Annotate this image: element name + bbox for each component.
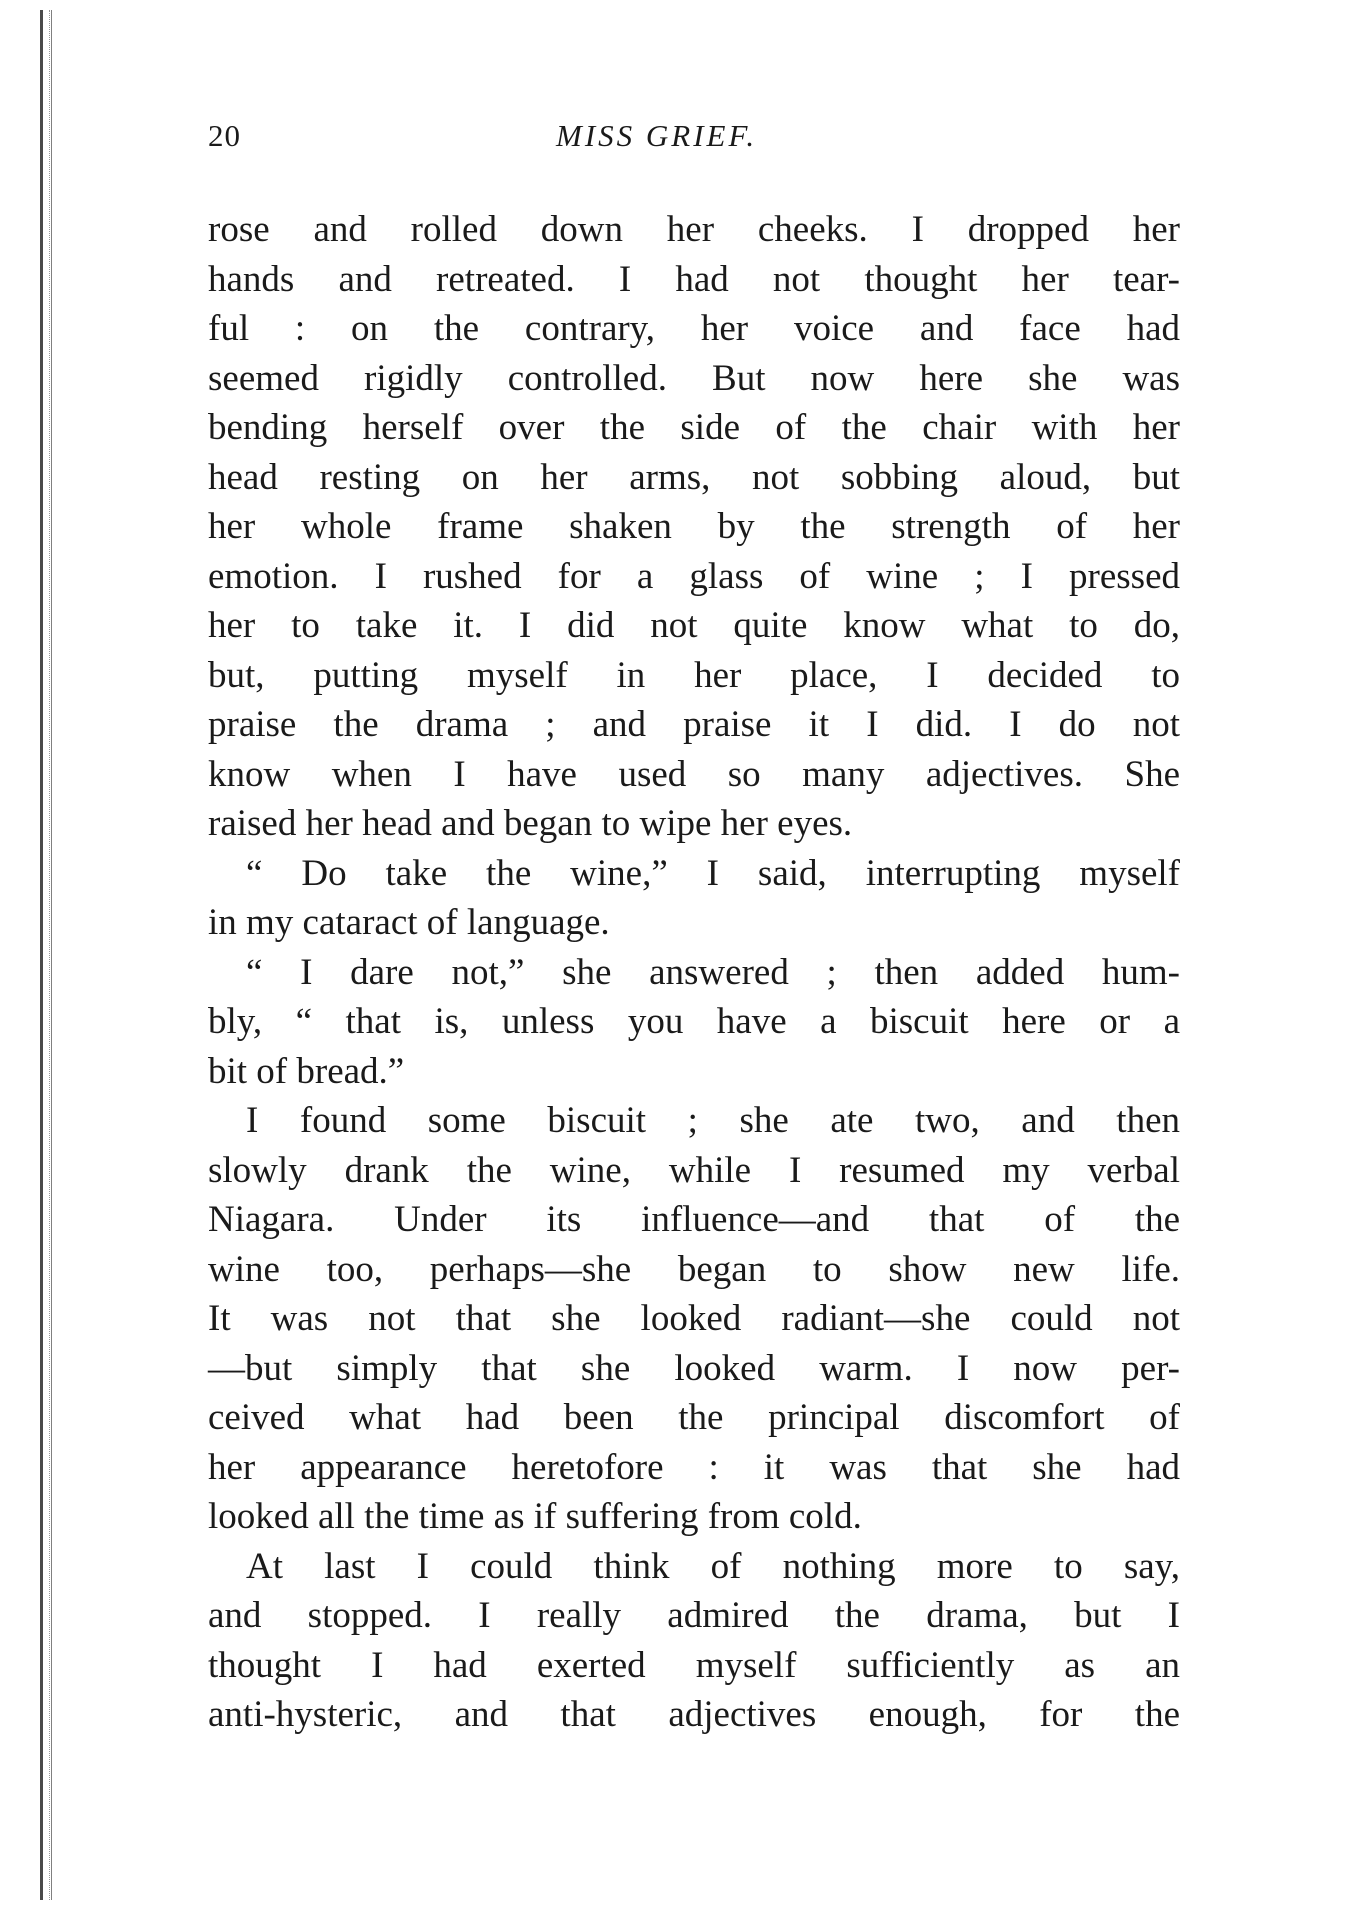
text-line: her whole frame shaken by the strength of her: [208, 506, 1180, 547]
text-line: thought I had exerted myself sufficiently as an: [208, 1644, 1180, 1686]
text-line: and stopped. I really admired the drama, but I: [208, 1595, 1180, 1636]
text-line: “ I dare not,” she answered ; then added hum-: [246, 951, 1180, 993]
text-line: head resting on her arms, not sobbing aloud, but: [208, 456, 1180, 498]
text-line: her appearance heretofore : it was that she had: [208, 1446, 1180, 1488]
text-line: bending herself over the side of the chair with her: [208, 407, 1180, 448]
text-line: anti-hysteric, and that adjectives enough, for the: [208, 1694, 1180, 1735]
text-line: in my cataract of language.: [208, 902, 610, 943]
text-line: but, putting myself in her place, I decided to: [208, 654, 1180, 696]
text-line: slowly drank the wine, while I resumed my verbal: [208, 1149, 1180, 1191]
running-title: MISS GRIEF.: [556, 118, 758, 153]
binding-edge: [40, 10, 52, 1900]
text-line: bly, “ that is, unless you have a biscuit here or a: [208, 1001, 1180, 1042]
text-line: It was not that she looked radiant—she could not: [208, 1298, 1180, 1339]
body-text: [208, 205, 1180, 1740]
text-line: bit of bread.”: [208, 1050, 405, 1092]
text-line: emotion. I rushed for a glass of wine ; I pressed: [208, 555, 1180, 597]
text-line: I found some biscuit ; she ate two, and then: [246, 1100, 1180, 1141]
text-line: praise the drama ; and praise it I did. I do not: [208, 704, 1180, 745]
text-line: Niagara. Under its influence—and that of the: [208, 1199, 1180, 1240]
text-line: hands and retreated. I had not thought her tear-: [208, 258, 1180, 300]
text-line: “ Do take the wine,” I said, interrupting myself: [246, 852, 1180, 894]
running-head: [208, 118, 1178, 158]
text-line: —but simply that she looked warm. I now per-: [208, 1347, 1180, 1389]
text-line: looked all the time as if suffering from cold.: [208, 1496, 862, 1537]
text-line: ceived what had been the principal discomfort of: [208, 1397, 1180, 1438]
text-line: seemed rigidly controlled. But now here she was: [208, 357, 1180, 399]
page-number: 20: [208, 118, 241, 153]
text-line: know when I have used so many adjectives. She: [208, 753, 1180, 795]
text-line: rose and rolled down her cheeks. I dropped her: [208, 209, 1180, 250]
text-line: wine too, perhaps—she began to show new life.: [208, 1248, 1180, 1290]
text-line: raised her head and began to wipe her eyes.: [208, 803, 853, 844]
text-line: ful : on the contrary, her voice and face had: [208, 308, 1180, 349]
text-line: At last I could think of nothing more to say,: [246, 1545, 1180, 1587]
text-line: her to take it. I did not quite know what to do,: [208, 605, 1180, 646]
